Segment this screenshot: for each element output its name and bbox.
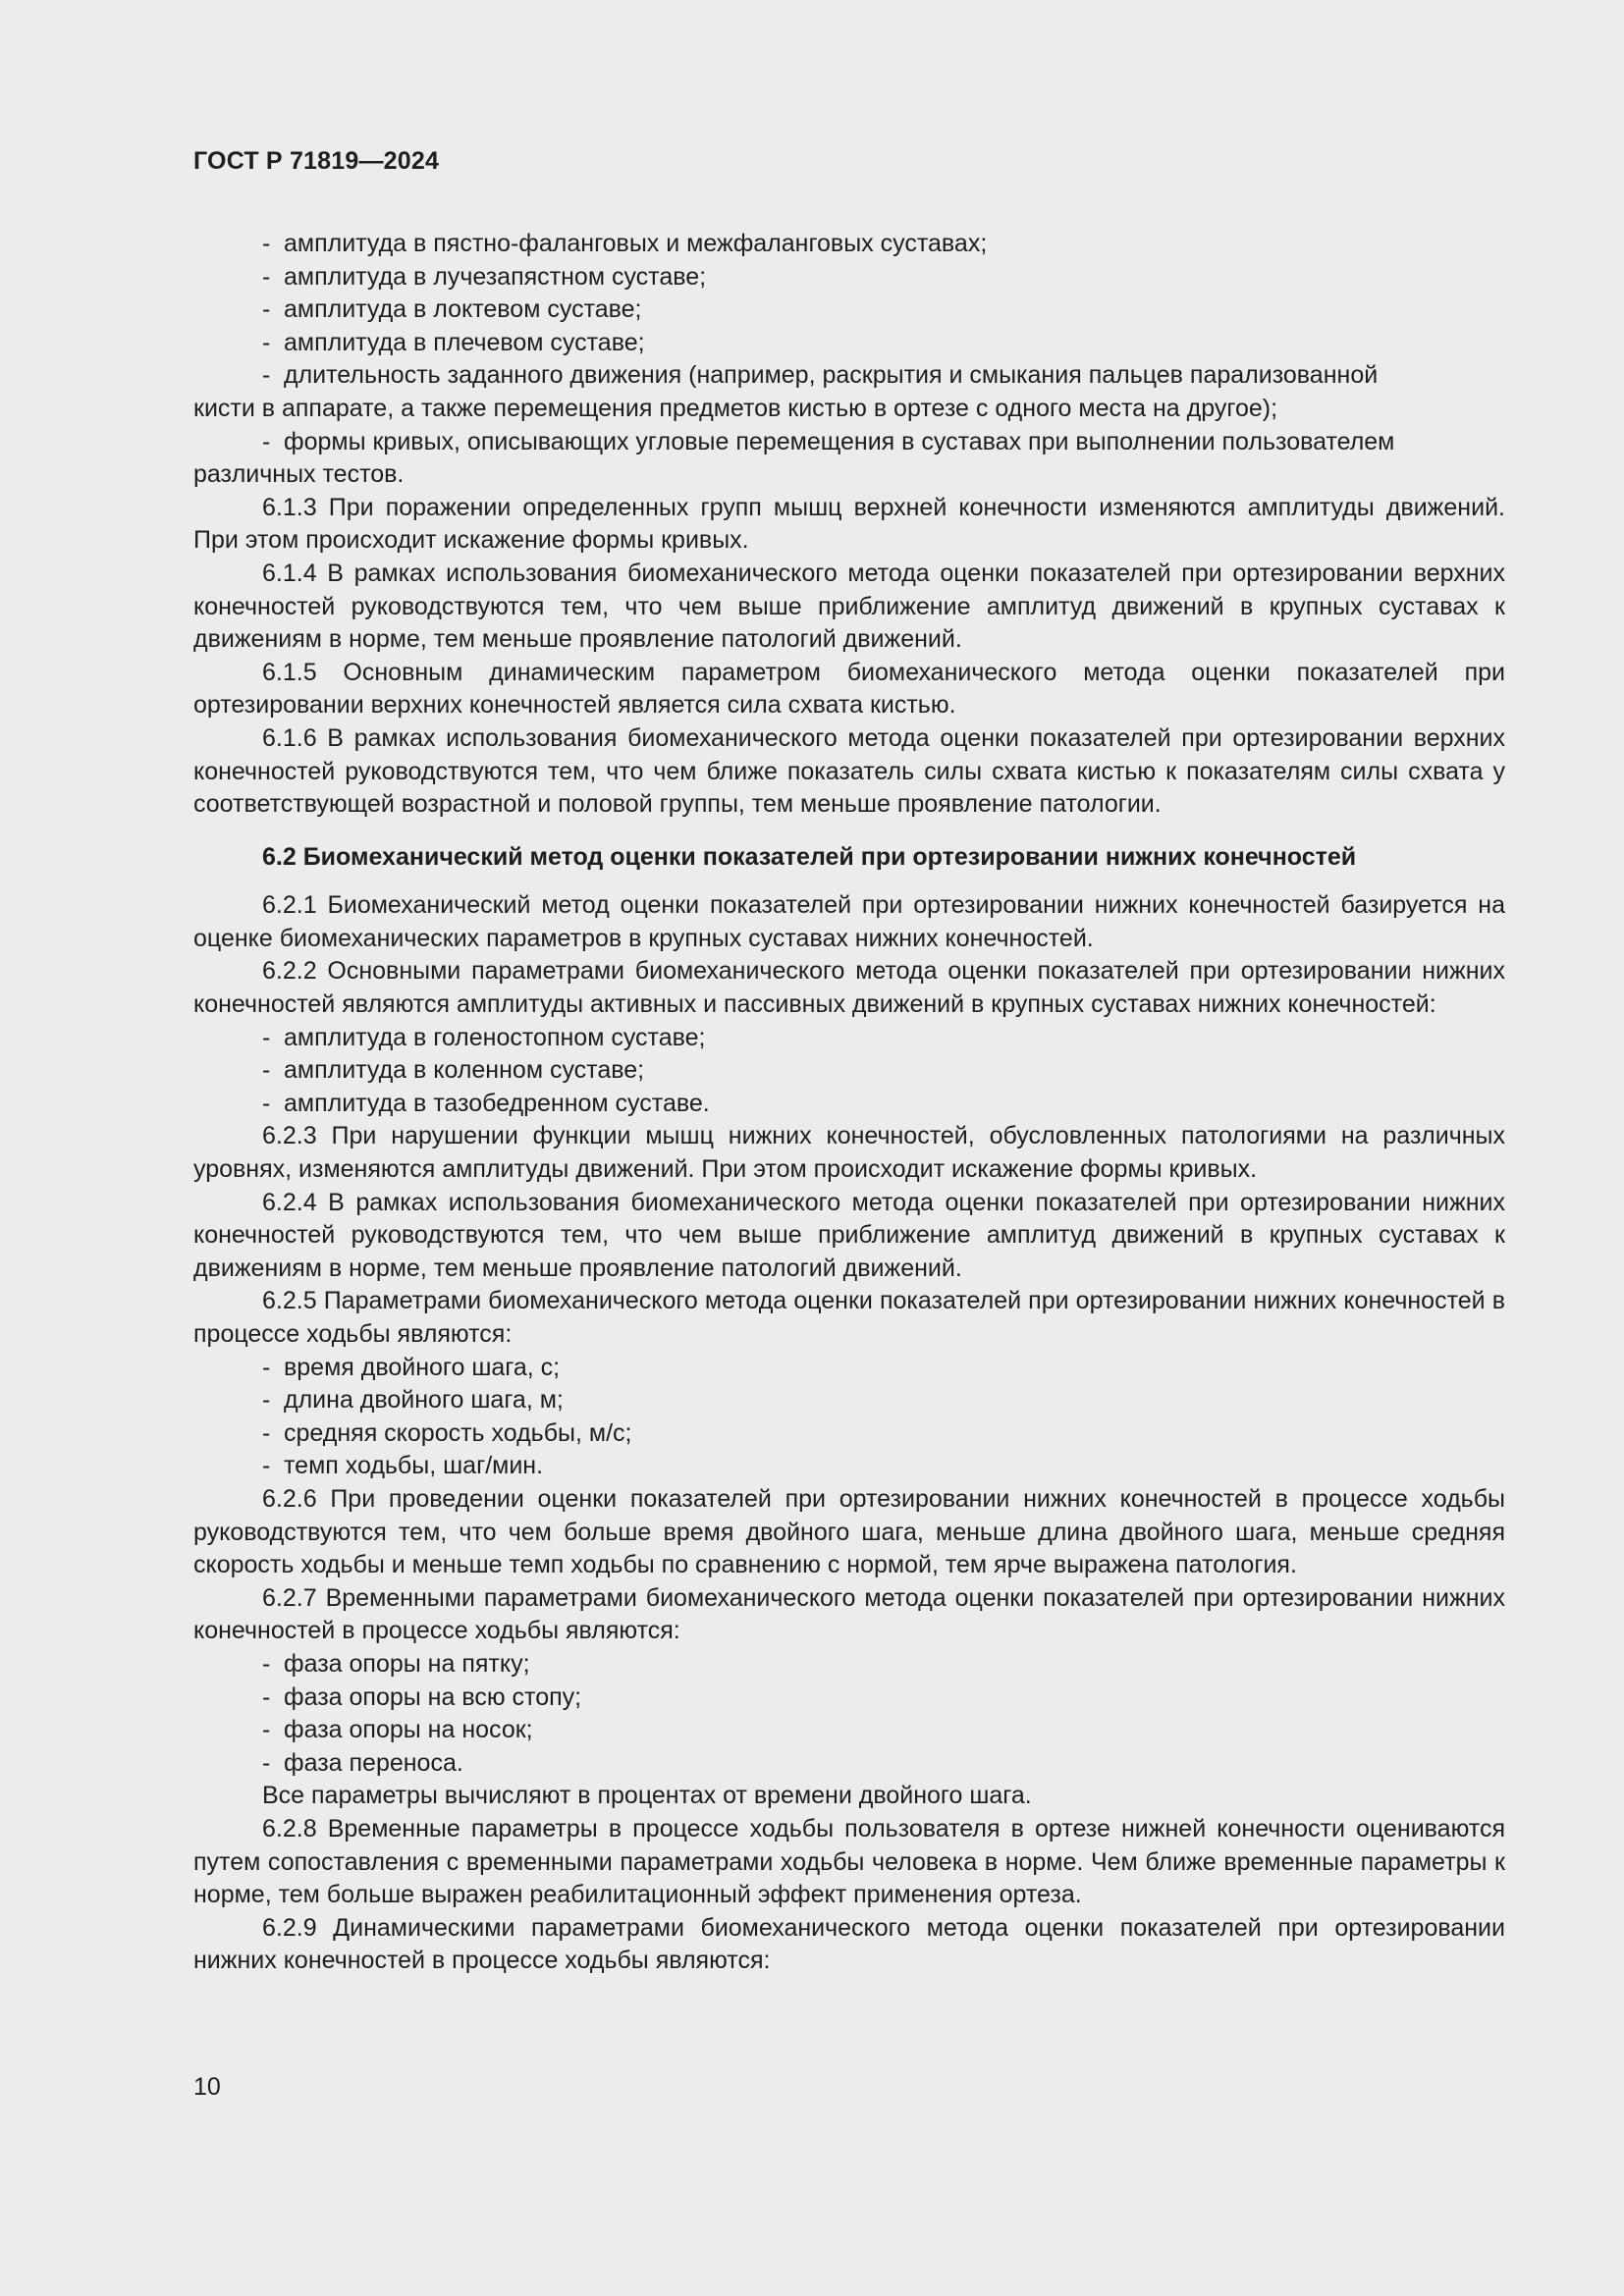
list-item: - амплитуда в коленном суставе; — [262, 1056, 645, 1085]
list-item: - фаза опоры на пятку; — [262, 1649, 530, 1678]
list-item: - амплитуда в лучезапястном суставе; — [262, 262, 707, 291]
clause-6-2-2: 6.2.2 Основными параметрами биомеханического метода оценки показателей при ортезировании нижних конечностей являются амплитуды активных и пассивных движений в крупных суставах нижних конечностей: — [193, 957, 1505, 1019]
clause-6-2-5: 6.2.5 Параметрами биомеханического метода оценки показателей при ортезировании нижних конечностей в процессе ходьбы являются: — [193, 1287, 1505, 1348]
clause-6-1-6: 6.1.6 В рамках использования биомеханического метода оценки показателей при ортезировании верхних конечностей руководствуются тем, что чем ближе показатель силы схвата кистью к показателям силы схвата у соответствующей возрастной и половой группы, тем меньше проявление патологии. — [193, 723, 1505, 819]
list-item-long: - формы кривых, описывающих угловые перемещения в суставах при выполнении пользователем — [262, 427, 1395, 455]
list-item: - длина двойного шага, м; — [262, 1386, 564, 1415]
document-body — [193, 228, 1505, 1978]
clause-6-2-3: 6.2.3 При нарушении функции мышц нижних конечностей, обусловленных патологиями на различных уровнях, изменяются амплитуды движений. При этом происходит искажение формы кривых. — [193, 1122, 1505, 1184]
list-item: - фаза опоры на носок; — [262, 1716, 533, 1744]
document-code-header: ГОСТ Р 71819—2024 — [193, 147, 440, 175]
clause-6-2-7: 6.2.7 Временными параметрами биомеханического метода оценки показателей при ортезировании нижних конечностей в процессе ходьбы являются: — [193, 1583, 1505, 1645]
clause-6-2-1: 6.2.1 Биомеханический метод оценки показателей при ортезировании нижних конечностей базируется на оценке биомеханических параметров в крупных суставах нижних конечностей. — [193, 891, 1505, 952]
section-6-2-heading: 6.2 Биомеханический метод оценки показателей при ортезировании нижних конечностей — [262, 842, 1357, 871]
clause-6-2-8: 6.2.8 Временные параметры в процессе ходьбы пользователя в ортезе нижней конечности оцениваются путем сопоставления с временными параметрами ходьбы человека в норме. Чем ближе временные параметры к норме, тем больше выражен реабилитационный эффект применения ортеза. — [193, 1814, 1505, 1909]
list-item-long: - длительность заданного движения (например, раскрытия и смыкания пальцев парализованной — [262, 361, 1379, 390]
clause-6-1-4: 6.1.4 В рамках использования биомеханического метода оценки показателей при ортезировании верхних конечностей руководствуются тем, что чем выше приближение амплитуд движений в крупных суставах к движениям в норме, тем меньше проявление патологий движений. — [193, 559, 1505, 654]
clause-6-2-4: 6.2.4 В рамках использования биомеханического метода оценки показателей при ортезировании нижних конечностей руководствуются тем, что чем выше приближение амплитуд движений в крупных суставах к движениям в норме, тем меньше проявление патологий движений. — [193, 1188, 1505, 1282]
list-item: - средняя скорость ходьбы, м/с; — [262, 1418, 632, 1447]
list-item-continuation: различных тестов. — [193, 460, 405, 489]
page-number: 10 — [193, 2073, 221, 2101]
list-item: - амплитуда в тазобедренном суставе. — [262, 1089, 710, 1117]
list-item: - амплитуда в голеностопном суставе; — [262, 1023, 706, 1051]
clause-6-1-5: 6.1.5 Основным динамическим параметром биомеханического метода оценки показателей при ортезировании верхних конечностей является сила схвата кистью. — [193, 658, 1505, 720]
clause-6-2-6: 6.2.6 При проведении оценки показателей при ортезировании нижних конечностей в процессе ходьбы руководствуются тем, что чем больше время двойного шага, меньше длина двойного шага, меньше средняя скорость ходьбы и меньше темп ходьбы по сравнению с нормой, тем ярче выражена патология. — [193, 1484, 1505, 1579]
list-item: - время двойного шага, с; — [262, 1353, 561, 1381]
clause-6-1-3: 6.1.3 При поражении определенных групп мышц верхней конечности изменяются амплитуды движений. При этом происходит искажение формы кривых. — [193, 493, 1505, 555]
list-item: - фаза опоры на всю стопу; — [262, 1682, 582, 1711]
list-item: - амплитуда в плечевом суставе; — [262, 328, 645, 356]
list-item: - темп ходьбы, шаг/мин. — [262, 1452, 544, 1480]
list-item: - амплитуда в локтевом суставе; — [262, 295, 642, 324]
list-item: - амплитуда в пястно-фаланговых и межфаланговых суставах; — [262, 230, 988, 257]
list-item-continuation: кисти в аппарате, а также перемещения предметов кистью в ортезе с одного места на другое); — [193, 394, 1278, 422]
list-item: - фаза переноса. — [262, 1748, 463, 1777]
clause-6-2-9: 6.2.9 Динамическими параметрами биомеханического метода оценки показателей при ортезировании нижних конечностей в процессе ходьбы являются: — [193, 1913, 1505, 1975]
clause-note: Все параметры вычисляют в процентах от времени двойного шага. — [262, 1782, 1032, 1810]
